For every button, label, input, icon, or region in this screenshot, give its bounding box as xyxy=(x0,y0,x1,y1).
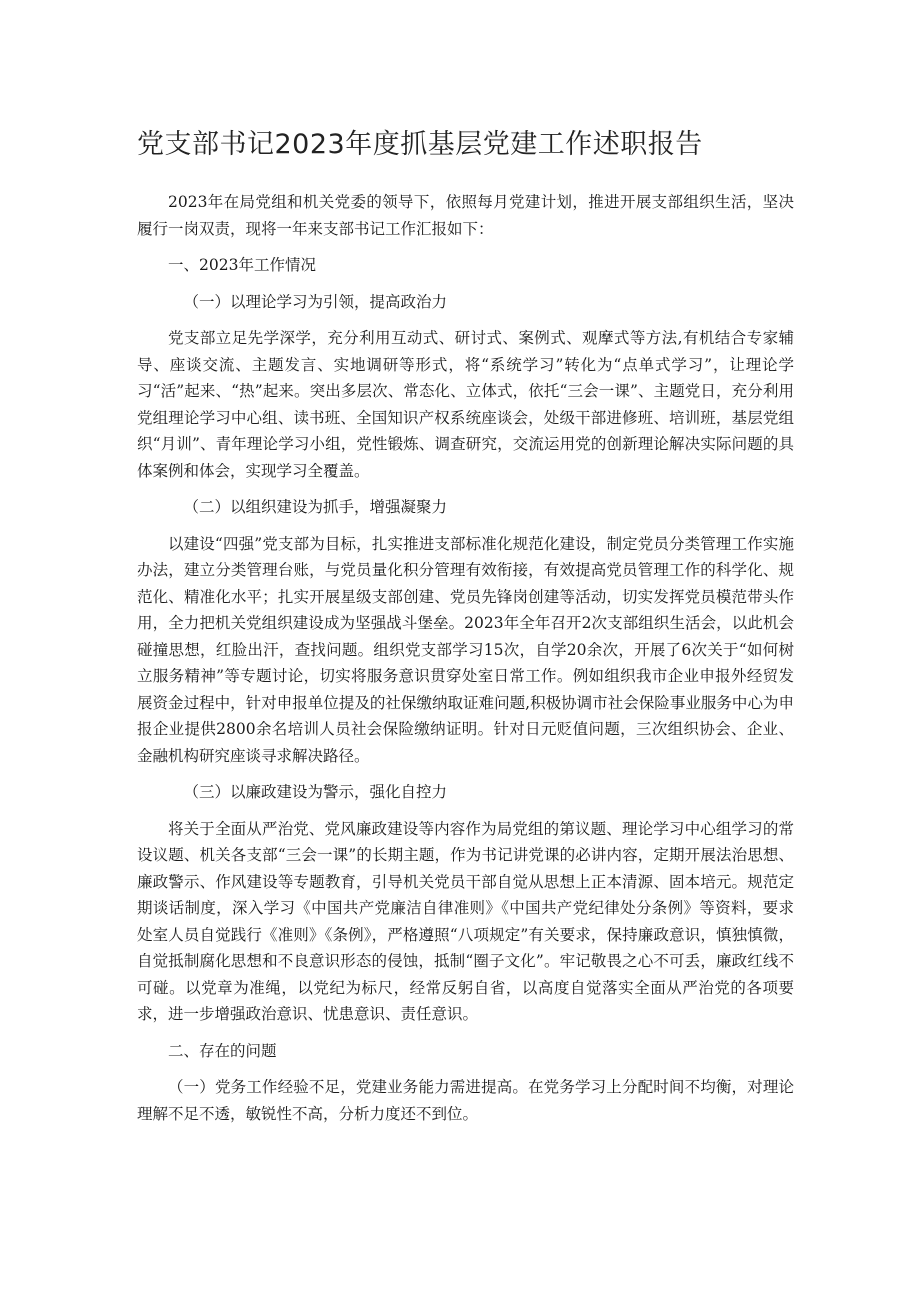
subsection-heading-organization-building: （二）以组织建设为抓手，增强凝聚力 xyxy=(183,498,448,516)
subsection-heading-integrity-building: （三）以廉政建设为警示，强化自控力 xyxy=(183,783,448,801)
paragraph-organization-building: 以建设“四强”党支部为目标，扎实推进支部标准化规范化建设，制定党员分类管理工作实施办法，建立分类管理台账，与党员量化积分管理有效衔接，有效提高党员管理工作的科学化、规范化、精准化水平；扎实开展星级支部创建、党员先锋岗创建等活动，切实发挥党员模范带头作用，全力把机关党组织建设成为坚强战斗堡垒。2023年全年召开2次支部组织生活会，以此机会碰撞思想，红脸出汗，查找问题。组织党支部学习15次，自学20余次，开展了6次关于“如何树立服务精神”等专题讨论，切实将服务意识贯穿处室日常工作。例如组织我市企业申报外经贸发展资金过程中，针对申报单位提及的社保缴纳取证难问题,积极协调市社会保险事业服务中心为申报企业提供2800余名培训人员社会保险缴纳证明。针对日元贬值问题，三次组织协会、企业、金融机构研究座谈寻求解决路径。 xyxy=(137,534,794,765)
intro-paragraph: 2023年在局党组和机关党委的领导下，依照每月党建计划，推进开展支部组织生活，坚决履行一岗双责，现将一年来支部书记工作汇报如下： xyxy=(137,193,794,238)
paragraph-problem-1: （一）党务工作经验不足，党建业务能力需进提高。在党务学习上分配时间不均衡，对理论理解不足不透，敏锐性不高，分析力度还不到位。 xyxy=(137,1078,794,1123)
document-title: 党支部书记2023年度抓基层党建工作述职报告 xyxy=(137,129,703,160)
document-page xyxy=(137,125,794,1137)
paragraph-theory-study: 党支部立足先学深学，充分利用互动式、研讨式、案例式、观摩式等方法,有机结合专家辅导、座谈交流、主题发言、实地调研等形式，将“系统学习”转化为“点单式学习”，让理论学习“活”起来、“热”起来。突出多层次、常态化、立体式，依托“三会一课”、主题党日，充分利用党组理论学习中心组、读书班、全国知识产权系统座谈会，处级干部进修班、培训班，基层党组织“月训”、青年理论学习小组，党性锻炼、调查研究，交流运用党的创新理论解决实际问题的具体案例和体会，实现学习全覆盖。 xyxy=(137,329,794,480)
subsection-heading-theory-study: （一）以理论学习为引领，提高政治力 xyxy=(183,292,448,311)
section-heading-work-situation: 一、2023年工作情况 xyxy=(168,256,316,274)
section-heading-existing-problems: 二、存在的问题 xyxy=(168,1041,277,1060)
paragraph-integrity-building: 将关于全面从严治党、党风廉政建设等内容作为局党组的第议题、理论学习中心组学习的常设议题、机关各支部“三会一课”的长期主题，作为书记讲党课的必讲内容，定期开展法治思想、廉政警示、作风建设等专题教育，引导机关党员干部自觉从思想上正本清源、固本培元。规范定期谈话制度，深入学习《中国共产党廉洁自律准则》《中国共产党纪律处分条例》等资料，要求处室人员自觉践行《准则》《条例》，严格遵照“八项规定”有关要求，保持廉政意识，慎独慎微，自觉抵制腐化思想和不良意识形态的侵蚀，抵制“圈子文化”。牢记敬畏之心不可丢，廉政红线不可碰。以党章为准绳，以党纪为标尺，经常反躬自省，以高度自觉落实全面从严治党的各项要求，进一步增强政治意识、忧患意识、责任意识。 xyxy=(137,819,794,1023)
